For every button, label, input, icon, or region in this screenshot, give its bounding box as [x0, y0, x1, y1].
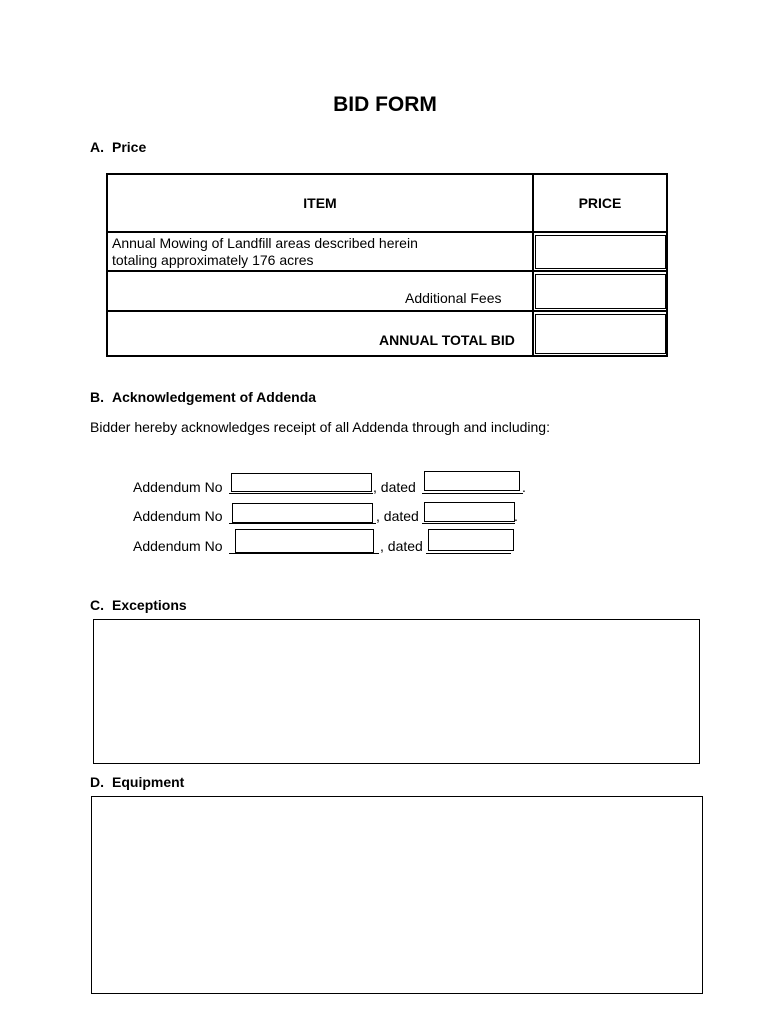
section-c-letter: C.	[90, 597, 104, 613]
addendum-3-dated-label: , dated	[380, 538, 423, 554]
addendum-3-number-input[interactable]	[235, 529, 374, 553]
addendum-2-underline	[229, 523, 376, 524]
annual-total-bid-input[interactable]	[535, 314, 666, 354]
addendum-1-label: Addendum No	[133, 479, 223, 495]
addendum-3-underline	[229, 553, 379, 554]
addendum-2-label: Addendum No	[133, 508, 223, 524]
section-a-letter: A.	[90, 139, 104, 155]
exceptions-textarea[interactable]	[93, 619, 700, 764]
section-d-label: Equipment	[112, 774, 185, 790]
addendum-2-period: .	[514, 508, 518, 524]
page-title: BID FORM	[333, 93, 437, 116]
additional-fees-input[interactable]	[535, 274, 666, 309]
section-b-label: Acknowledgement of Addenda	[112, 389, 317, 405]
mowing-price-input[interactable]	[535, 235, 666, 269]
section-b-heading	[90, 389, 316, 405]
addendum-3-date-input[interactable]	[428, 529, 514, 551]
addendum-2-date-input[interactable]	[424, 502, 515, 522]
addendum-2-dated-label: , dated	[376, 508, 419, 524]
equipment-textarea[interactable]	[91, 796, 703, 994]
section-b-letter: B.	[90, 389, 104, 405]
price-table-row-divider	[108, 310, 666, 312]
price-table-row1-item	[112, 235, 418, 269]
addendum-3-date-underline	[426, 553, 511, 554]
addendum-2-date-underline	[422, 523, 515, 524]
price-table	[106, 173, 668, 357]
section-a-label: Price	[112, 139, 147, 155]
addendum-3-label: Addendum No	[133, 538, 223, 554]
addenda-intro: Bidder hereby acknowledges receipt of all Addenda through and including:	[90, 419, 550, 435]
additional-fees-label: Additional Fees	[405, 290, 502, 306]
addendum-1-date-underline	[422, 493, 523, 494]
price-table-header-item: ITEM	[303, 195, 337, 211]
price-table-header-price: PRICE	[578, 195, 622, 211]
section-d-letter: D.	[90, 774, 104, 790]
section-c-label: Exceptions	[112, 597, 187, 613]
price-table-row1-line1: Annual Mowing of Landfill areas described herein	[112, 235, 418, 251]
price-table-row-divider	[108, 270, 666, 272]
price-table-row-divider	[108, 231, 666, 233]
section-a-heading	[90, 139, 146, 155]
addendum-1-dated-label: , dated	[373, 479, 416, 495]
addendum-1-date-input[interactable]	[424, 471, 520, 491]
addendum-2-number-input[interactable]	[232, 503, 373, 523]
annual-total-bid-label: ANNUAL TOTAL BID	[379, 332, 515, 348]
price-table-row1-line2: totaling approximately 176 acres	[112, 252, 314, 268]
addendum-1-period: .	[522, 479, 526, 495]
section-c-heading	[90, 597, 187, 613]
addendum-1-underline	[229, 493, 373, 494]
addendum-1-number-input[interactable]	[231, 473, 372, 492]
section-d-heading	[90, 774, 184, 790]
